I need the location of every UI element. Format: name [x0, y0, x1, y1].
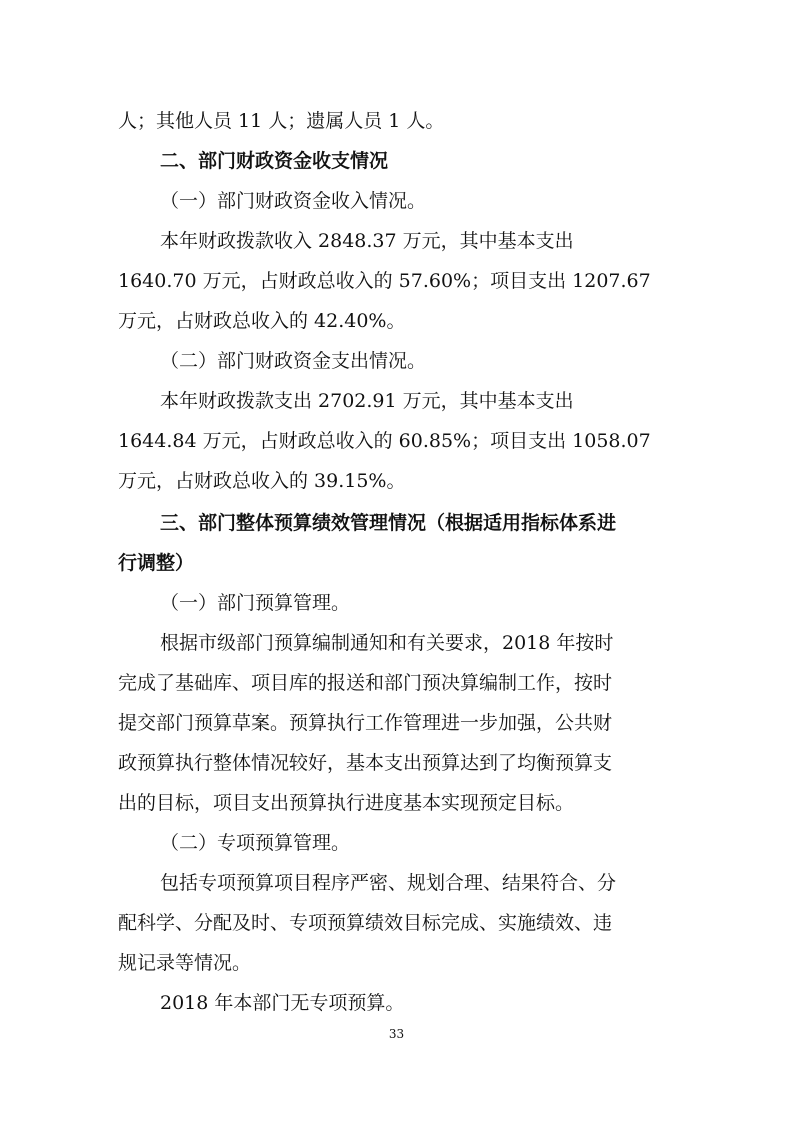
section-heading-continued: 行调整） — [118, 552, 195, 574]
paragraph-line: 规记录等情况。 — [118, 952, 252, 974]
page-number: 33 — [388, 1027, 405, 1041]
section-heading: 三、部门整体预算绩效管理情况（根据适用指标体系进 — [160, 512, 617, 534]
subsection-heading: （二）专项预算管理。 — [160, 832, 351, 854]
paragraph-line: 政预算执行整体情况较好，基本支出预算达到了均衡预算支 — [118, 752, 613, 774]
paragraph-line: 出的目标，项目支出预算执行进度基本实现预定目标。 — [118, 792, 575, 814]
paragraph-line: 本年财政拨款支出 2702.91 万元，其中基本支出 — [160, 390, 574, 412]
paragraph-line: 万元，占财政总收入的 42.40%。 — [118, 310, 406, 332]
paragraph-line: 配科学、分配及时、专项预算绩效目标完成、实施绩效、违 — [118, 912, 613, 934]
paragraph-line: 2018 年本部门无专项预算。 — [160, 992, 405, 1014]
paragraph-line: 人；其他人员 11 人；遗属人员 1 人。 — [118, 110, 445, 132]
paragraph-line: 提交部门预算草案。预算执行工作管理进一步加强，公共财 — [118, 712, 613, 734]
subsection-heading: （一）部门预算管理。 — [160, 592, 351, 614]
section-heading: 二、部门财政资金收支情况 — [160, 150, 389, 172]
paragraph-line: 根据市级部门预算编制通知和有关要求，2018 年按时 — [160, 632, 614, 654]
paragraph-line: 1640.70 万元，占财政总收入的 57.60%；项目支出 1207.67 — [118, 270, 651, 292]
subsection-heading: （二）部门财政资金支出情况。 — [160, 350, 427, 372]
subsection-heading: （一）部门财政资金收入情况。 — [160, 190, 427, 212]
paragraph-line: 包括专项预算项目程序严密、规划合理、结果符合、分 — [160, 872, 617, 894]
paragraph-line: 完成了基础库、项目库的报送和部门预决算编制工作，按时 — [118, 672, 613, 694]
paragraph-line: 1644.84 万元，占财政总收入的 60.85%；项目支出 1058.07 — [118, 430, 651, 452]
paragraph-line: 万元，占财政总收入的 39.15%。 — [118, 470, 406, 492]
paragraph-line: 本年财政拨款收入 2848.37 万元，其中基本支出 — [160, 230, 574, 252]
